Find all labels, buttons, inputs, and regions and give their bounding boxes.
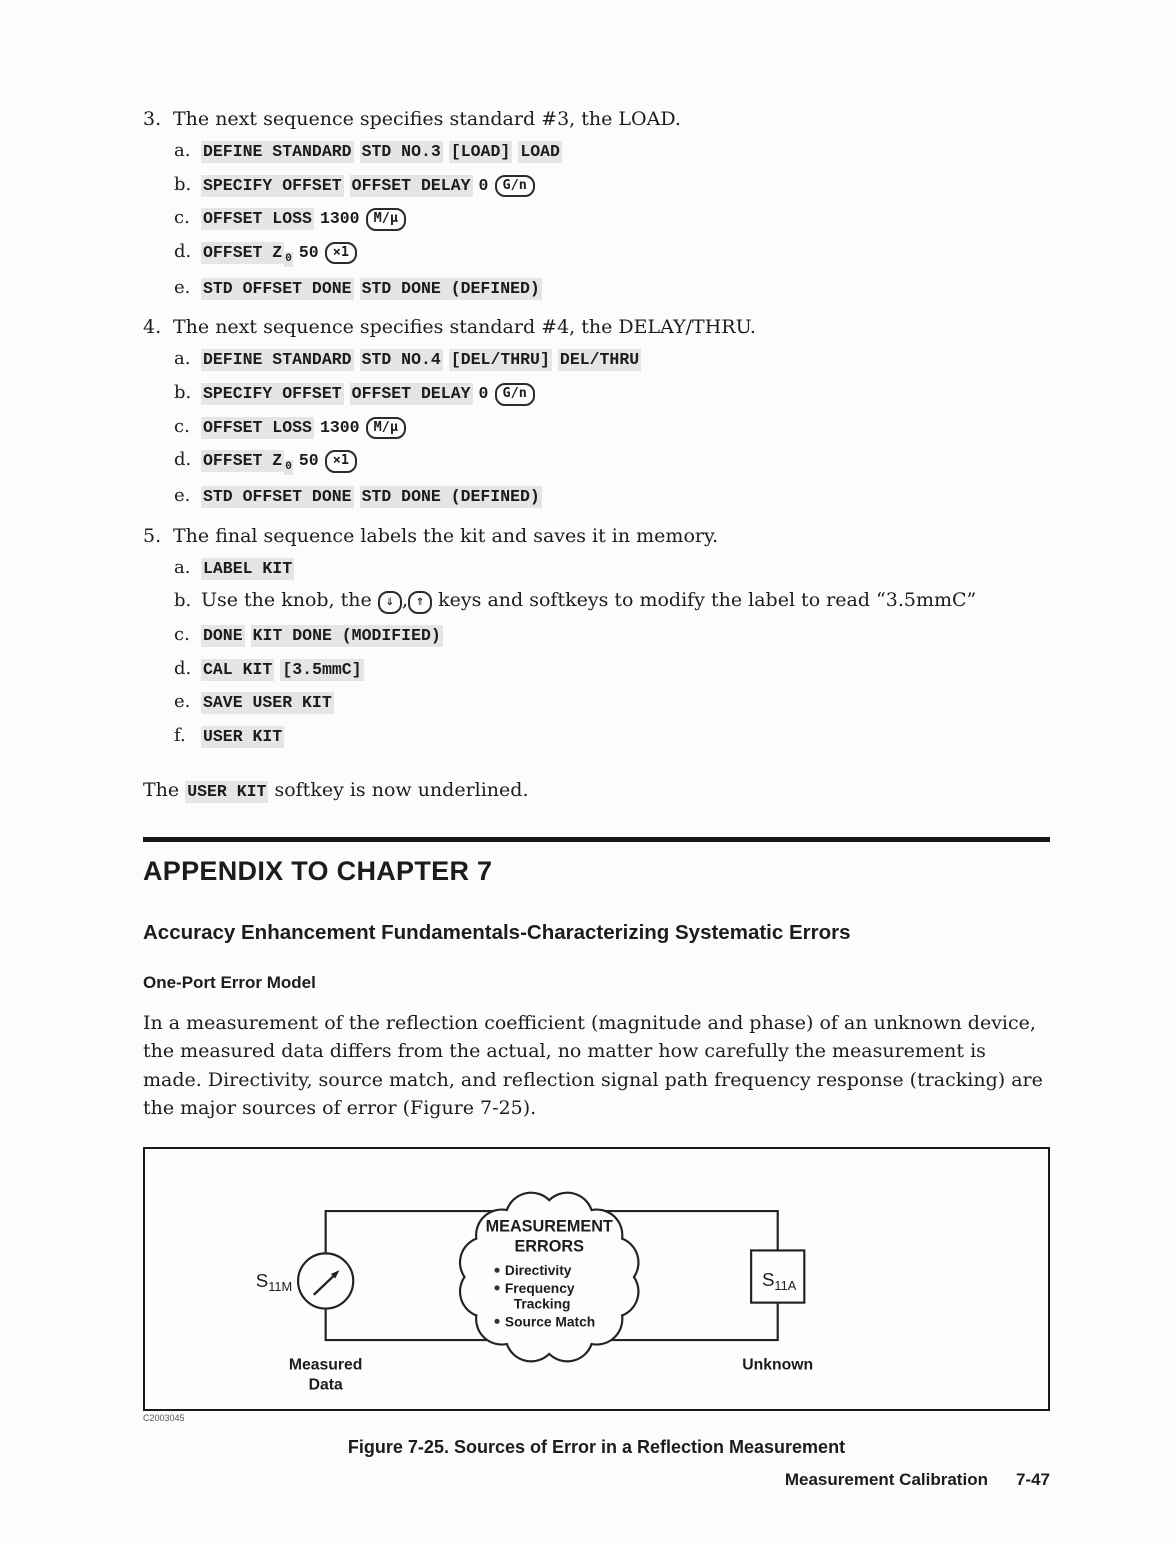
footer-section-title: Measurement Calibration: [784, 1470, 988, 1489]
key-cap: M/μ: [366, 208, 406, 231]
text-run: ,: [401, 589, 408, 612]
step-content: [201, 589, 976, 611]
step-letter: b.: [174, 382, 192, 404]
step-letter: b.: [174, 590, 192, 612]
key-cap: ×1: [325, 242, 357, 265]
item-intro-text: The next sequence specifies standard #4, the DELAY/THRU.: [173, 316, 756, 339]
entry-value: 50: [298, 451, 319, 471]
procedure-step: [174, 483, 1050, 509]
text-run: Use the knob, the: [201, 589, 372, 612]
cloud-title-line2: ERRORS: [514, 1237, 584, 1256]
item-number: 5.: [143, 524, 162, 547]
step-letter: e.: [174, 691, 191, 713]
bullet-icon: [494, 1285, 499, 1290]
softkey-label: OFFSET Z: [203, 242, 283, 262]
procedure-step: [174, 555, 1050, 581]
cloud-item-tracking: Tracking: [513, 1296, 571, 1312]
key-cap: M/μ: [366, 417, 406, 440]
softkey-label: SPECIFY OFFSET: [203, 384, 342, 404]
step-content: [201, 657, 364, 679]
step-content: [201, 415, 406, 437]
key-cap: G/n: [495, 175, 535, 198]
steps-group: [174, 555, 1050, 749]
closing-note: [143, 779, 1050, 801]
softkey-label: DEL/THRU: [559, 350, 640, 370]
procedure-step: [174, 346, 1050, 372]
procedure-list: [143, 108, 1050, 749]
softkey-label: OFFSET LOSS: [203, 417, 312, 437]
step-content: [201, 206, 406, 228]
softkey-label: DONE: [203, 626, 243, 646]
entry-value: 50: [298, 242, 319, 262]
item-number: 4.: [143, 316, 162, 339]
key-cap: ×1: [325, 450, 357, 473]
softkey-label: CAL KIT: [203, 659, 273, 679]
procedure-step: [174, 588, 1050, 614]
item-heading: [143, 108, 1050, 130]
s11a-label: $S_{11A}$: [761, 1268, 797, 1293]
s11m-label: $S_{11M}$: [255, 1269, 293, 1294]
one-port-error-model-heading: One-Port Error Model: [143, 972, 316, 992]
procedure-step: [174, 275, 1050, 301]
item-heading: [143, 316, 1050, 338]
entry-value: 1300: [319, 209, 360, 229]
softkey-label: SPECIFY OFFSET: [203, 175, 342, 195]
step-content: [201, 347, 641, 369]
section-rule: [143, 837, 1050, 842]
procedure-step: [174, 205, 1050, 231]
item-heading: [143, 525, 1050, 547]
procedure-step: [174, 656, 1050, 682]
measured-data-label-line1: Measured: [288, 1356, 363, 1374]
procedure-step: [174, 138, 1050, 164]
procedure-step: [174, 172, 1050, 198]
key-cap: ⇑: [408, 591, 432, 614]
softkey-label: OFFSET DELAY: [351, 384, 471, 404]
appendix-title: APPENDIX TO CHAPTER 7: [143, 855, 493, 886]
step-letter: d.: [174, 657, 192, 679]
step-content: [201, 484, 542, 506]
page-footer: [785, 1470, 1050, 1490]
procedure-step: [174, 622, 1050, 648]
step-content: [201, 690, 334, 712]
softkey-label: KIT DONE (MODIFIED): [252, 626, 441, 646]
source-meter-icon: [298, 1253, 353, 1308]
item-intro-text: The next sequence specifies standard #3, the LOAD.: [173, 108, 681, 130]
figure-code: C2003045: [143, 1412, 185, 1423]
numbered-item-5: [143, 525, 1050, 749]
step-letter: d.: [174, 240, 192, 262]
body-paragraph: In a measurement of the reflection coefficient (magnitude and phase) of an unknown device, the measured data differs from the actual, no matter how carefully the measurement is made. Directivity, source match, and reflection signal path frequency response (tracking) are the major sources of error (Figure 7-25).: [143, 1011, 1043, 1120]
user-kit-softkey-label: USER KIT: [187, 781, 267, 801]
s11a-box: [751, 1250, 804, 1302]
bullet-icon: [494, 1267, 499, 1272]
softkey-label: STD DONE (DEFINED): [361, 487, 540, 507]
step-content: [201, 381, 535, 403]
softkey-label: [3.5mmC]: [282, 659, 362, 679]
softkey-label: [DEL/THRU]: [450, 350, 550, 370]
numbered-item-3: [143, 108, 1050, 300]
step-content: [201, 139, 562, 161]
step-content: [201, 276, 542, 298]
item-number: 3.: [143, 108, 162, 130]
step-content: [201, 623, 443, 645]
procedure-step: [174, 414, 1050, 440]
item-intro-text: The final sequence labels the kit and saves it in memory.: [173, 524, 719, 547]
unknown-label: Unknown: [742, 1356, 814, 1374]
softkey-label: [LOAD]: [450, 142, 511, 161]
cloud-title-line1: MEASUREMENT: [485, 1217, 613, 1236]
cloud-item-frequency: Frequency: [504, 1280, 575, 1296]
text-run: keys and softkeys to modify the label to read “3.5mmC”: [438, 589, 977, 612]
figure-frame: [143, 1147, 1050, 1411]
step-content: [201, 173, 535, 195]
closing-post: softkey is now underlined.: [268, 778, 529, 801]
key-cap: G/n: [495, 383, 535, 406]
steps-group: [174, 346, 1050, 508]
footer-page-number: 7-47: [1015, 1470, 1050, 1489]
procedure-step: [174, 239, 1050, 267]
procedure-step: [174, 689, 1050, 715]
figure-caption: Figure 7-25. Sources of Error in a Reflection Measurement: [347, 1436, 846, 1457]
softkey-label: DEFINE STANDARD: [203, 142, 352, 161]
step-content: [201, 240, 357, 265]
closing-pre: The: [143, 778, 186, 801]
step-letter: a.: [174, 556, 191, 578]
entry-value: 0: [478, 175, 489, 195]
step-letter: a.: [174, 140, 191, 161]
softkey-label: STD DONE (DEFINED): [361, 278, 540, 298]
softkey-label: STD OFFSET DONE: [203, 278, 352, 298]
softkey-label: OFFSET DELAY: [351, 175, 471, 195]
softkey-label: STD NO.4: [361, 350, 441, 370]
step-letter: d.: [174, 449, 192, 471]
entry-value: 0: [478, 384, 489, 404]
step-letter: c.: [174, 207, 190, 229]
step-letter: f.: [174, 725, 186, 747]
bullet-icon: [494, 1318, 499, 1323]
step-letter: c.: [174, 415, 190, 437]
steps-group: [174, 138, 1050, 300]
numbered-item-4: [143, 316, 1050, 508]
step-content: [201, 448, 357, 474]
procedure-step: [174, 447, 1050, 475]
appendix-subtitle: Accuracy Enhancement Fundamentals-Characterizing Systematic Errors: [143, 920, 851, 944]
key-cap: ⇓: [378, 591, 402, 614]
measured-data-label-line2: Data: [308, 1375, 343, 1393]
softkey-subscript: 0: [285, 461, 292, 474]
softkey-label: SAVE USER KIT: [203, 693, 332, 713]
cloud-item-source-match: Source Match: [504, 1313, 596, 1329]
procedure-step: [174, 723, 1050, 749]
figure-7-25: [143, 1147, 1050, 1458]
step-letter: e.: [174, 485, 191, 507]
softkey-label: OFFSET LOSS: [203, 209, 312, 229]
step-letter: c.: [174, 624, 190, 646]
softkey-label: USER KIT: [203, 727, 283, 747]
cloud-item-directivity: Directivity: [504, 1262, 572, 1278]
step-content: [201, 724, 284, 746]
softkey-label: STD OFFSET DONE: [203, 487, 352, 507]
step-letter: e.: [174, 276, 191, 298]
softkey-label: STD NO.3: [361, 142, 441, 161]
step-content: [201, 556, 294, 578]
step-letter: a.: [174, 348, 191, 370]
softkey-label: LABEL KIT: [203, 558, 293, 578]
softkey-subscript: 0: [285, 252, 292, 265]
softkey-label: LOAD: [520, 142, 560, 161]
softkey-label: DEFINE STANDARD: [203, 350, 352, 370]
entry-value: 1300: [319, 417, 360, 437]
reflection-error-diagram: [145, 1149, 1048, 1409]
step-letter: b.: [174, 173, 192, 195]
softkey-label: OFFSET Z: [203, 451, 283, 471]
procedure-step: [174, 380, 1050, 406]
